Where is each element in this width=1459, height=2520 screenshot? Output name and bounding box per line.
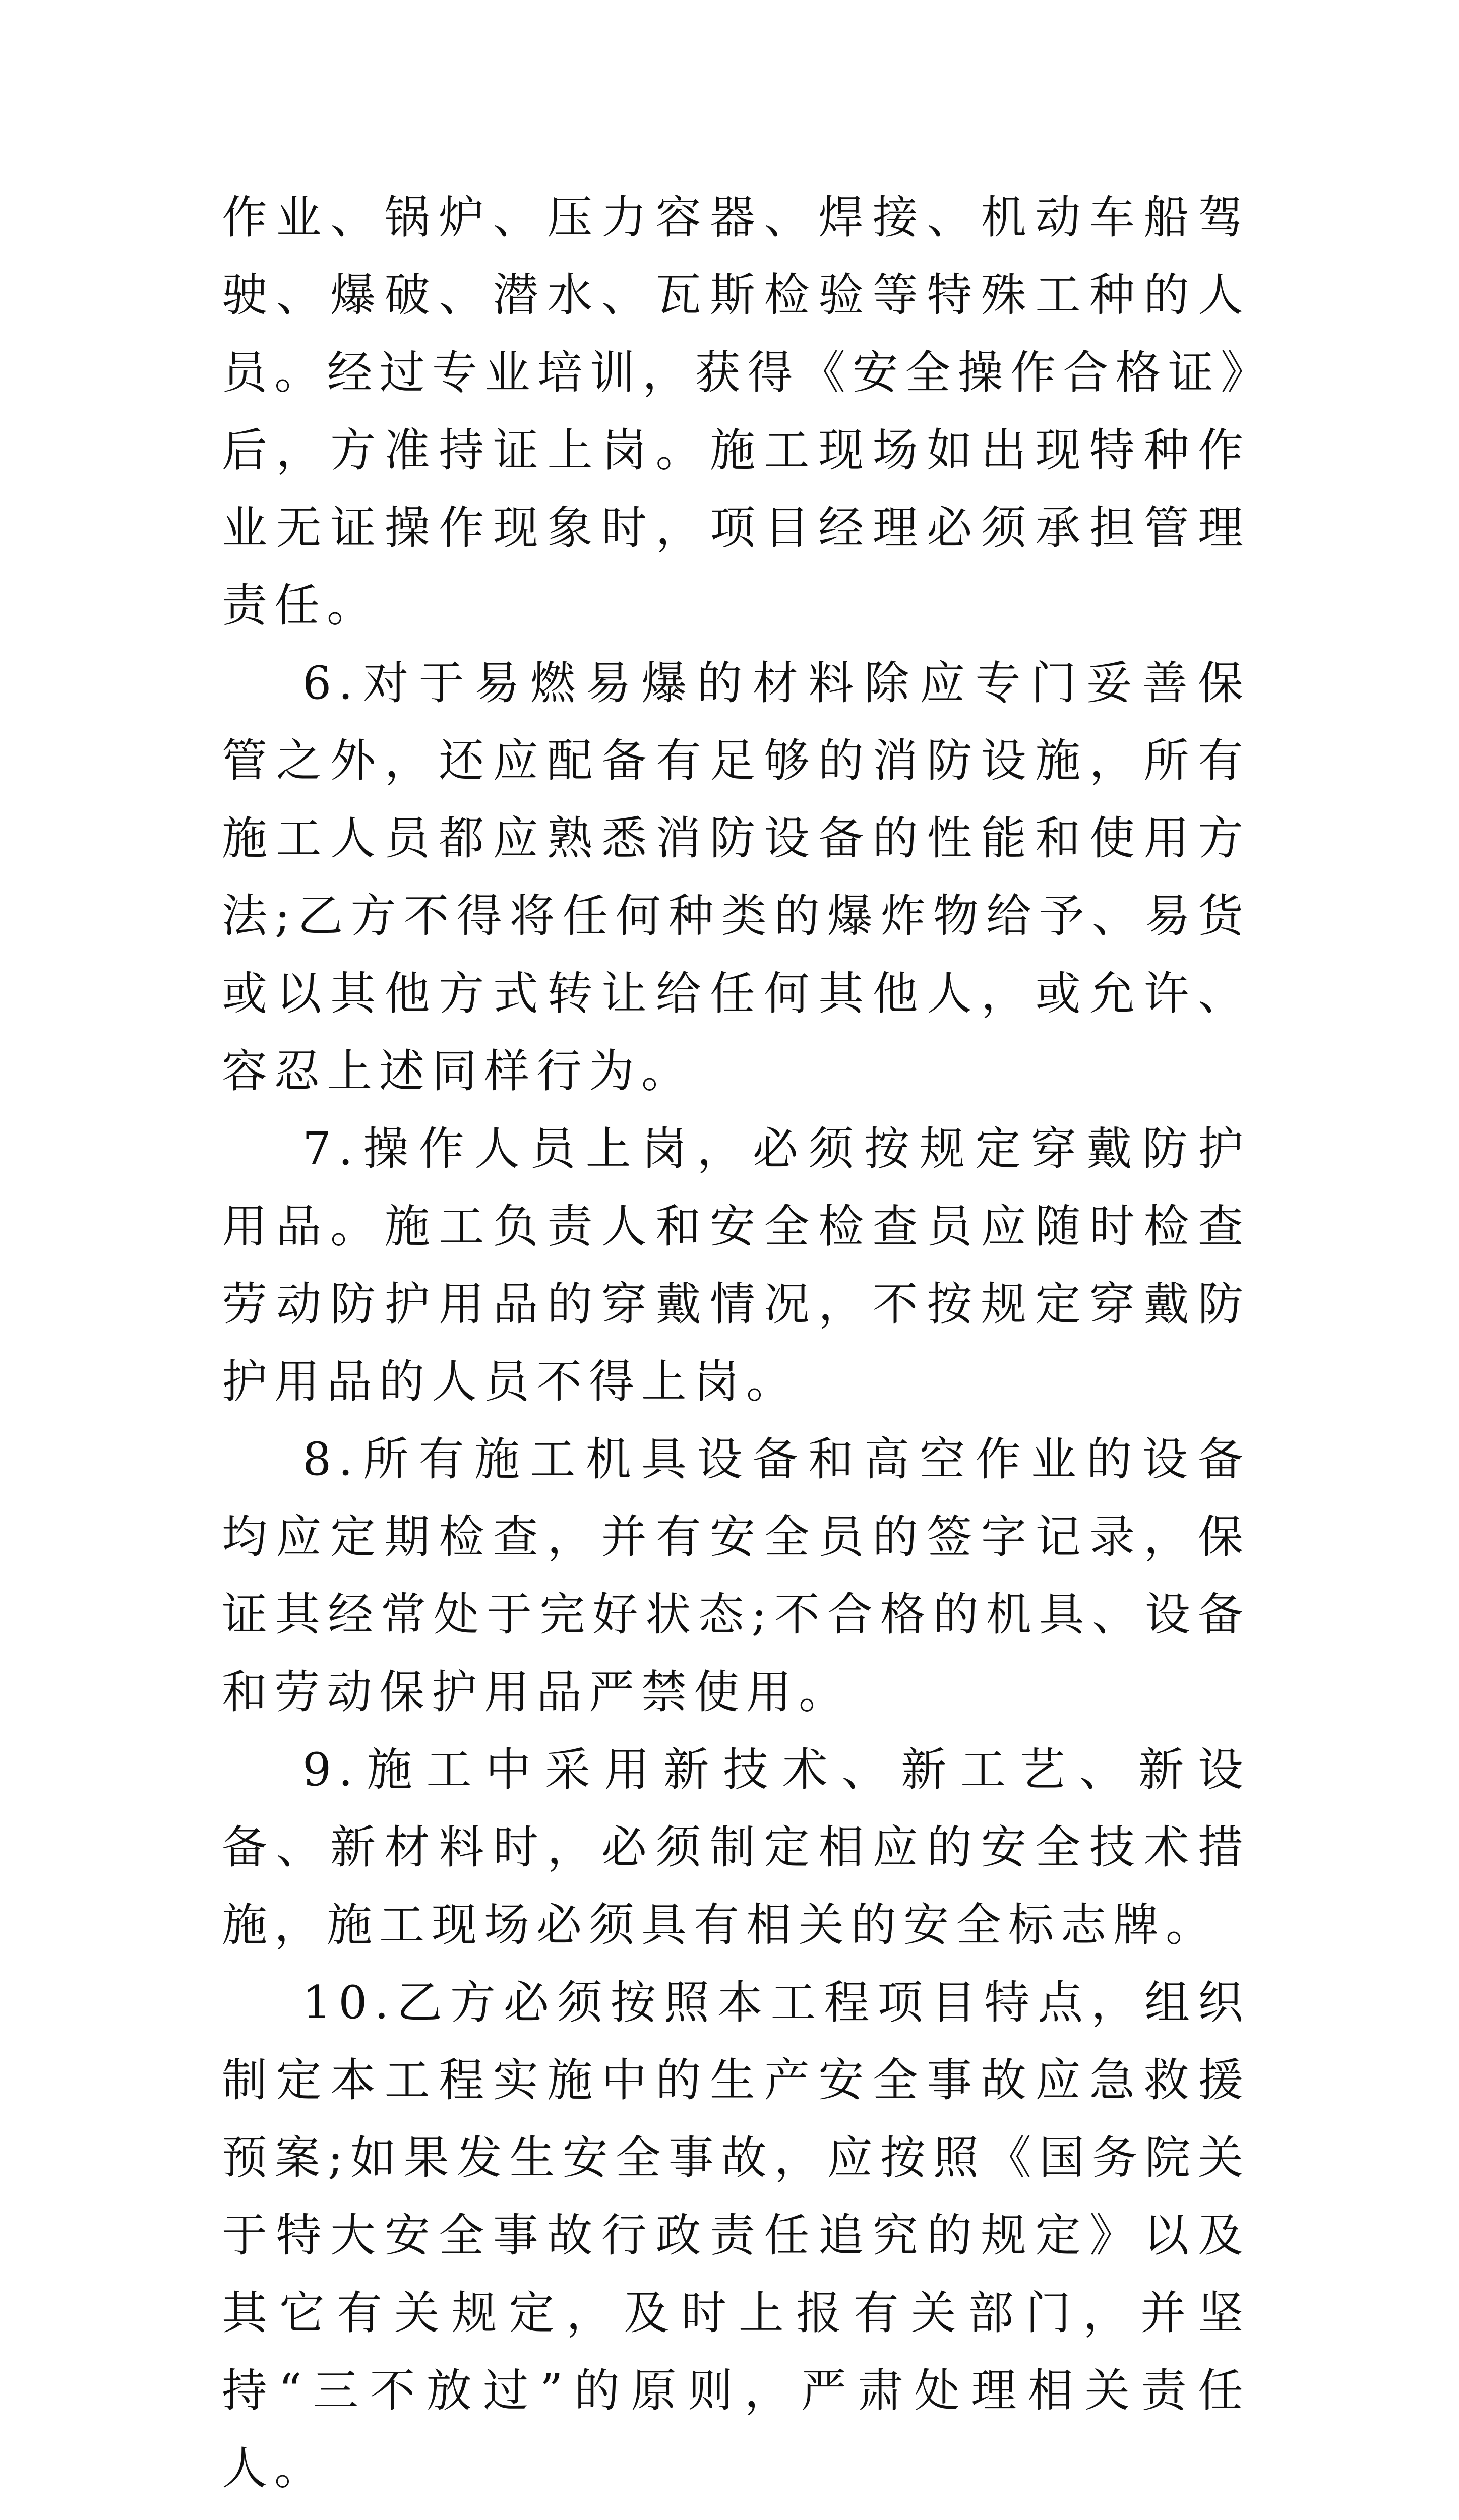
paragraph-item-7: 7.操作人员上岗，必须按规定穿戴防护用品。施工负责人和安全检查员应随时检查劳动防护用品的穿戴情况，不按规定穿戴防护用品的人员不得上岗。 <box>222 1122 1250 1408</box>
paragraph-item-6: 6.对于易燃易爆的材料除应专门妥善保管之外，还应配备有足够的消防设施，所有施工人员都应熟悉消防设备的性能和使用方法;乙方不得将任何种类的爆炸物给予、易货或以其他方式转让给任何其他人，或允许、容忍上述同样行为。 <box>222 657 1250 1098</box>
paragraph-item-5-continued: 作业、锅炉、压力容器、焊接、机动车船驾驶、爆破、潜水、瓦斯检验等特殊工种的人员。经过专业培训，获得《安全操作合格证》后，方准持证上岗。施工现场如出现特种作业无证操作现象时，项目经理必须承担管理责任。 <box>222 191 1250 632</box>
paragraph-item-10: 10.乙方必须按照本工程项目特点，组织制定本工程实施中的生产安全事故应急救援预案;如果发生安全事故，应按照《国务院关于特大安全事故行政责任追究的规定》以及其它有关规定，及时上报有关部门，并坚持“三不放过”的原则，严肃处理相关责任人。 <box>222 1976 1250 2495</box>
paragraph-item-9: 9.施工中采用新技术、新工艺、新设备、新材料时，必须制定相应的安全技术措施，施工现场必须具有相关的安全标志牌。 <box>222 1743 1250 1951</box>
paragraph-item-8: 8.所有施工机具设备和高空作业的设备均应定期检查，并有安全员的签字记录，保证其经常处于完好状态;不合格的机具、设备和劳动保护用品严禁使用。 <box>222 1433 1250 1719</box>
document-body <box>222 179 1250 2520</box>
section-heading-liability <box>222 2507 1250 2520</box>
